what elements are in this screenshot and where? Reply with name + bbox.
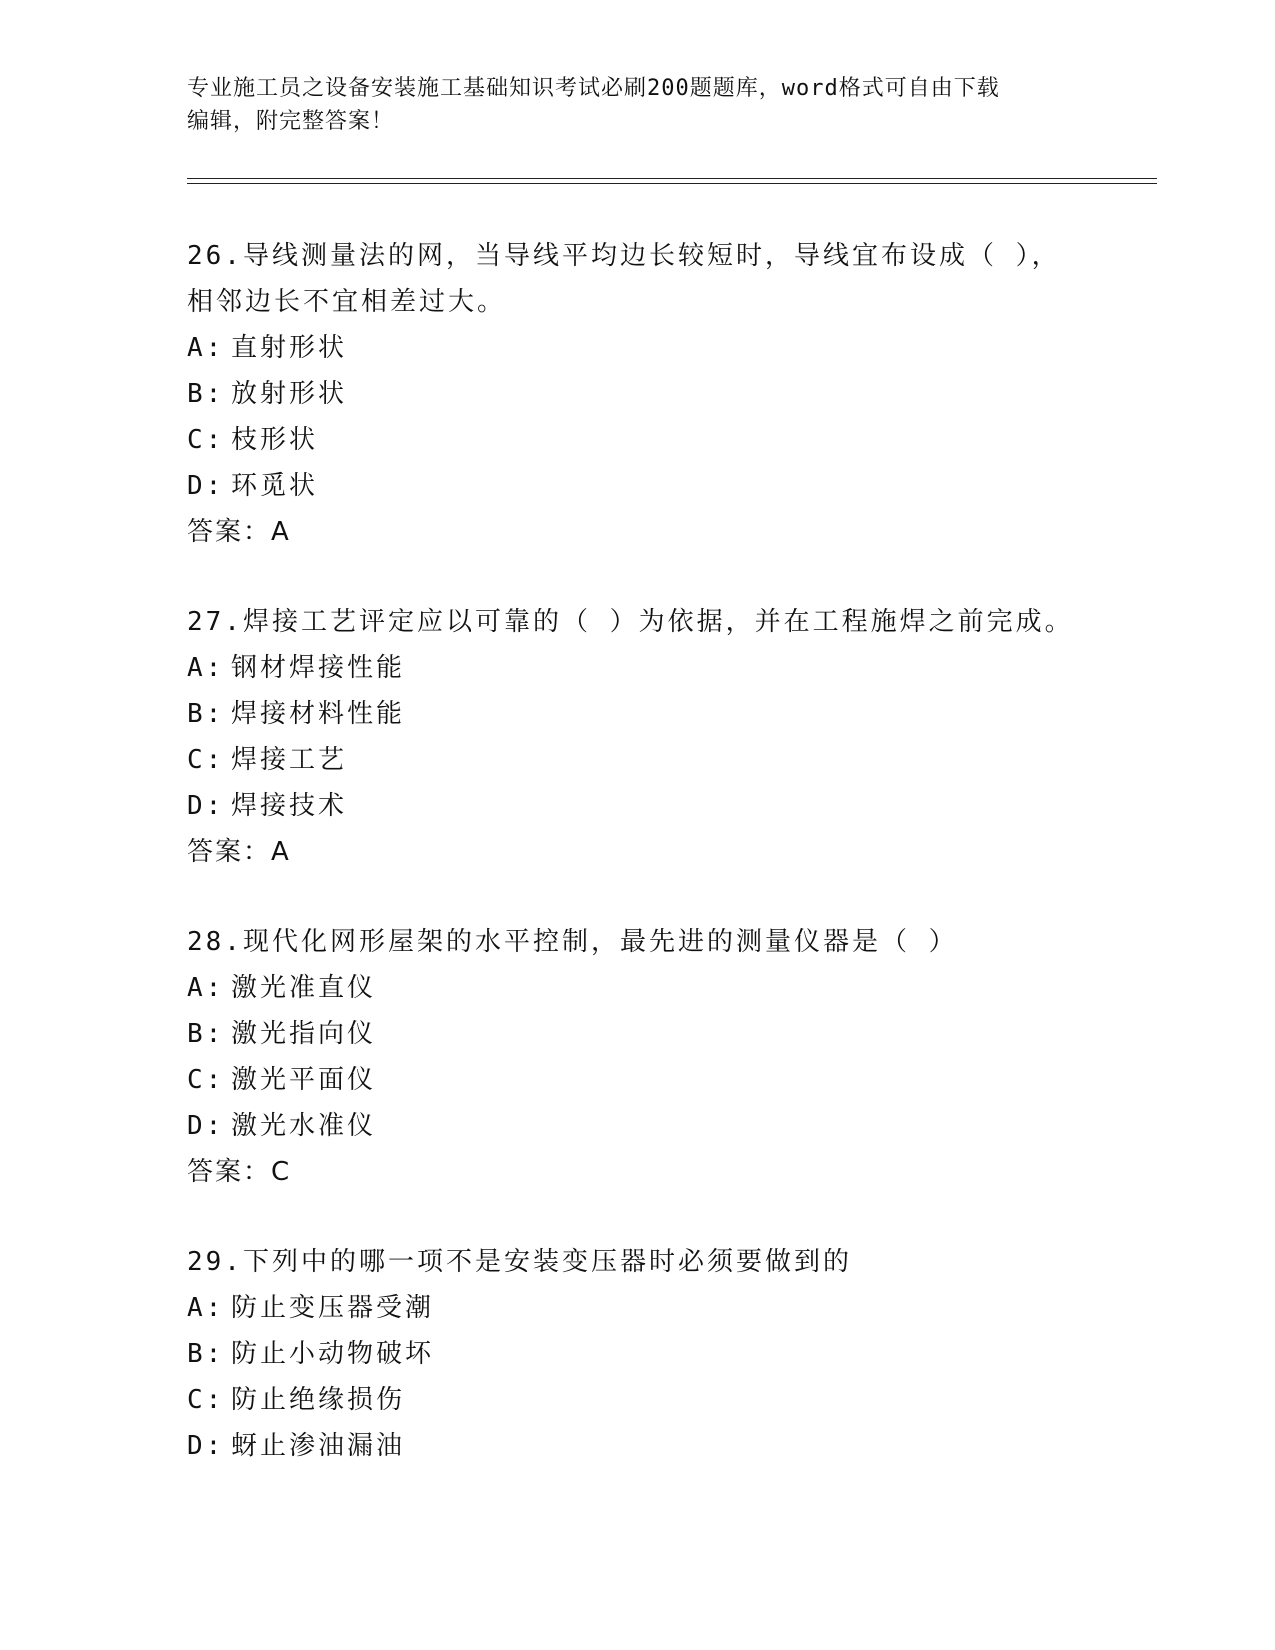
option-text: 防止绝缘损伤 <box>231 1385 406 1415</box>
option-key: A: <box>187 333 225 363</box>
option-text: 激光水准仪 <box>231 1111 377 1141</box>
option-key: B: <box>187 699 225 729</box>
header-line-2: 编辑，附完整答案！ <box>187 109 395 134</box>
option-key: D: <box>187 1431 225 1461</box>
option-text: 焊接材料性能 <box>231 699 406 729</box>
answer-label: 答案：A <box>187 837 291 867</box>
question-text: 28.现代化网形屋架的水平控制，最先进的测量仪器是（ ） <box>187 927 958 957</box>
option-text: 直射形状 <box>231 333 348 363</box>
option-text: 激光指向仪 <box>231 1019 377 1049</box>
option-key: A: <box>187 653 225 683</box>
option-b <box>187 371 1087 417</box>
option-d <box>187 1103 1087 1149</box>
option-text: 枝形状 <box>231 425 319 455</box>
option-key: C: <box>187 745 225 775</box>
header-divider-bottom <box>187 183 1157 184</box>
option-key: D: <box>187 1111 225 1141</box>
option-text: 蚜止渗油漏油 <box>231 1431 406 1461</box>
option-a <box>187 1285 1087 1331</box>
option-d <box>187 463 1087 509</box>
option-c <box>187 1377 1087 1423</box>
question-text: 27.焊接工艺评定应以可靠的（ ）为依据，并在工程施焊之前完成。 <box>187 607 1074 637</box>
header-line-1: 专业施工员之设备安装施工基础知识考试必刷200题题库，word格式可自由下载 <box>187 76 1000 101</box>
option-text: 激光准直仪 <box>231 973 377 1003</box>
option-text: 钢材焊接性能 <box>231 653 406 683</box>
option-d <box>187 783 1087 829</box>
header-divider-top <box>187 178 1157 179</box>
option-text: 激光平面仪 <box>231 1065 377 1095</box>
option-text: 防止小动物破坏 <box>231 1339 435 1369</box>
option-key: C: <box>187 1385 225 1415</box>
option-key: C: <box>187 425 225 455</box>
question-text-continued: 相邻边长不宜相差过大。 <box>187 287 507 317</box>
option-key: A: <box>187 1293 225 1323</box>
question-26 <box>187 233 1087 555</box>
document-header <box>187 72 1087 138</box>
option-key: B: <box>187 1019 225 1049</box>
option-text: 焊接工艺 <box>231 745 348 775</box>
option-c <box>187 417 1087 463</box>
option-a <box>187 645 1087 691</box>
option-key: B: <box>187 1339 225 1369</box>
option-key: D: <box>187 791 225 821</box>
answer-label: 答案：C <box>187 1157 292 1187</box>
option-text: 放射形状 <box>231 379 348 409</box>
option-a <box>187 965 1087 1011</box>
option-b <box>187 691 1087 737</box>
option-b <box>187 1331 1087 1377</box>
option-d <box>187 1423 1087 1469</box>
question-text: 26.导线测量法的网，当导线平均边长较短时，导线宜布设成（ ）， <box>187 241 1061 271</box>
option-c <box>187 1057 1087 1103</box>
option-b <box>187 1011 1087 1057</box>
option-text: 焊接技术 <box>231 791 348 821</box>
answer-label: 答案：A <box>187 517 291 547</box>
option-key: A: <box>187 973 225 1003</box>
option-key: D: <box>187 471 225 501</box>
option-text: 防止变压器受潮 <box>231 1293 435 1323</box>
option-a <box>187 325 1087 371</box>
option-c <box>187 737 1087 783</box>
question-text: 29.下列中的哪一项不是安装变压器时必须要做到的 <box>187 1247 852 1277</box>
question-28 <box>187 919 1087 1195</box>
option-key: B: <box>187 379 225 409</box>
question-29 <box>187 1239 1087 1469</box>
option-text: 环觅状 <box>231 471 319 501</box>
option-key: C: <box>187 1065 225 1095</box>
question-27 <box>187 599 1087 875</box>
